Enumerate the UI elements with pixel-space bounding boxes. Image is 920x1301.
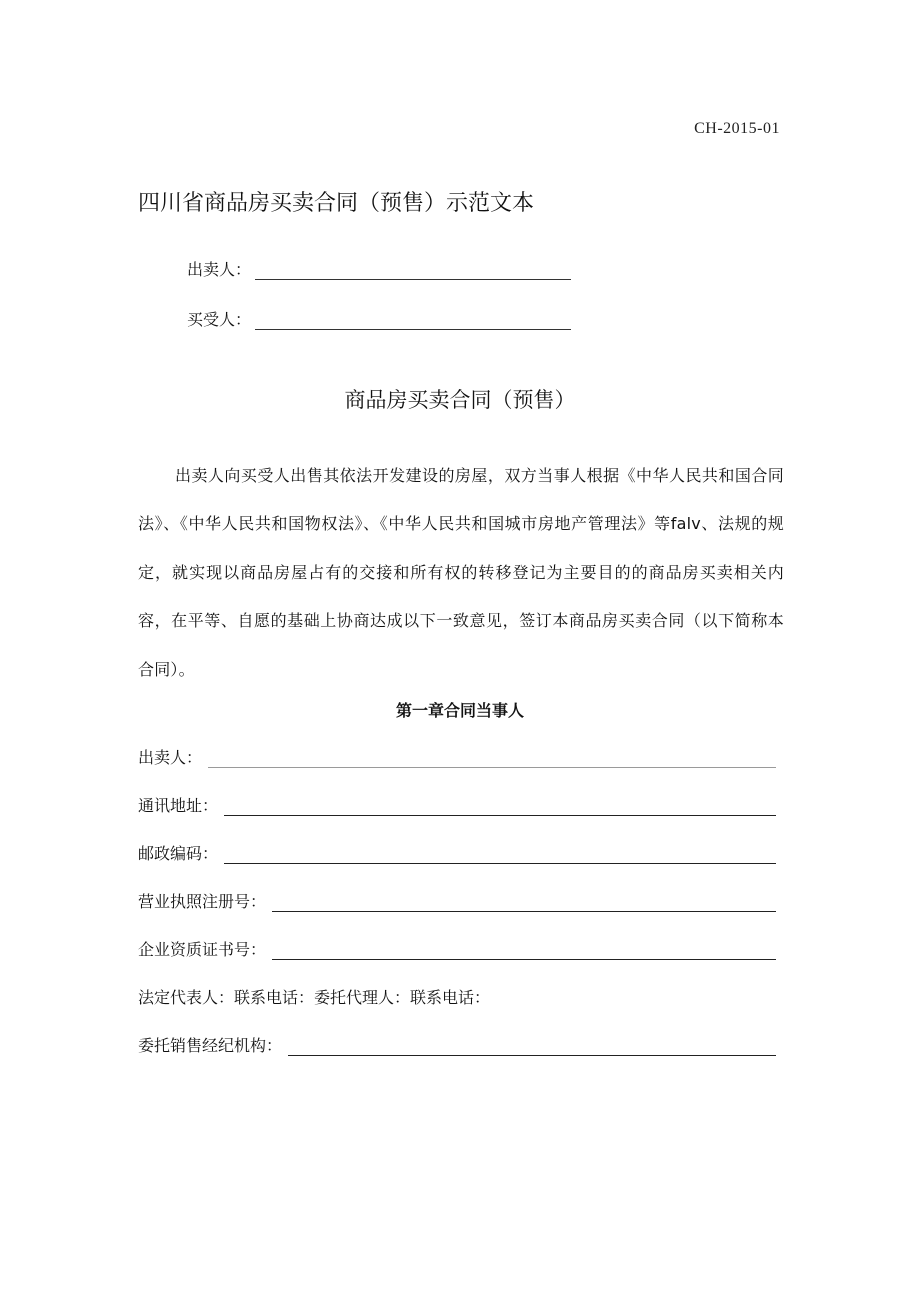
- chapter-title: 第一章合同当事人: [395, 701, 524, 720]
- field-sales-agency-blank[interactable]: [288, 1035, 776, 1056]
- cover-seller-line: [187, 252, 571, 280]
- field-address: [138, 788, 776, 816]
- field-postcode-label: 邮政编码：: [138, 844, 219, 863]
- document-code: CH-2015-01: [694, 120, 780, 137]
- field-sales-agency: [138, 1028, 776, 1056]
- field-seller-label: 出卖人：: [138, 748, 203, 767]
- document-title: 四川省商品房买卖合同（预售）示范文本: [138, 191, 535, 216]
- field-postcode-blank[interactable]: [224, 843, 776, 864]
- cover-seller-label: 出卖人：: [187, 260, 252, 279]
- cover-buyer-label: 买受人：: [187, 310, 252, 329]
- cover-buyer-blank[interactable]: [255, 309, 571, 330]
- field-postcode: [138, 836, 776, 864]
- field-qualification-blank[interactable]: [272, 939, 776, 960]
- contract-title: 商品房买卖合同（预售）: [344, 388, 576, 412]
- field-sales-agency-label: 委托销售经纪机构：: [138, 1036, 283, 1055]
- cover-seller-blank[interactable]: [255, 259, 571, 280]
- field-license-blank[interactable]: [272, 891, 776, 912]
- intro-paragraph: 出卖人向买受人出售其依法开发建设的房屋，双方当事人根据《中华人民共和国合同法》、《中华人民共和国物权法》、《中华人民共和国城市房地产管理法》等falv、法规的规定，就实现以商品房屋占有的交接和所有权的转移登记为主要目的的商品房买卖相关内容，在平等、自愿的基础上协商达成以下一致意见，签订本商品房买卖合同（以下简称本合同）。: [138, 466, 784, 679]
- field-address-label: 通讯地址：: [138, 796, 219, 815]
- cover-buyer-line: [187, 302, 571, 330]
- field-qualification-label: 企业资质证书号：: [138, 940, 267, 959]
- field-legal-rep: [138, 980, 776, 1008]
- field-seller: [138, 740, 776, 768]
- field-license: [138, 884, 776, 912]
- field-qualification: [138, 932, 776, 960]
- field-legal-rep-label: 法定代表人：联系电话：委托代理人：联系电话：: [138, 988, 491, 1007]
- field-seller-blank[interactable]: [208, 747, 776, 768]
- field-license-label: 营业执照注册号：: [138, 892, 267, 911]
- field-address-blank[interactable]: [224, 795, 776, 816]
